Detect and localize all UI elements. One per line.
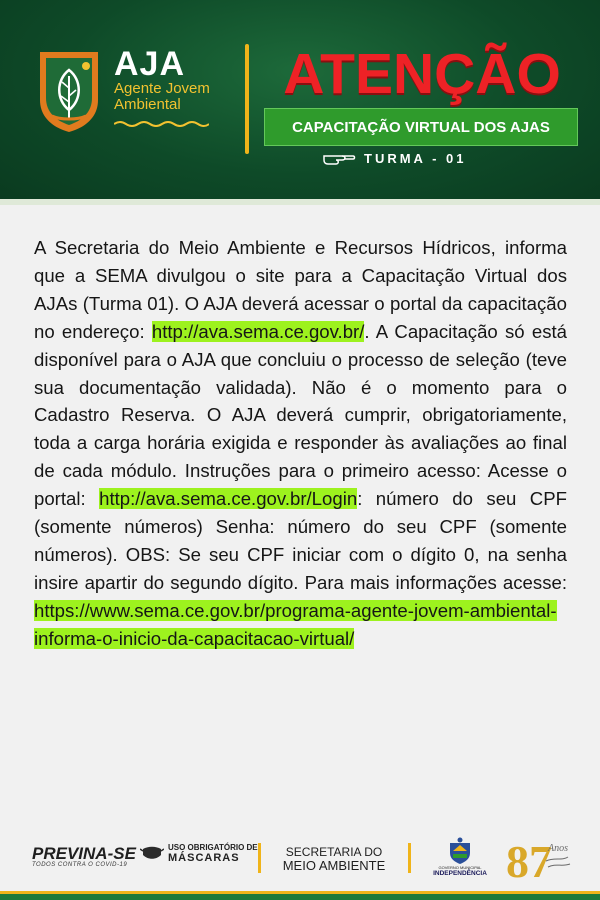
turma-row [322,150,466,166]
link-portal[interactable]: http://ava.sema.ce.gov.br/ [151,320,365,342]
header-divider [245,44,249,154]
paragraph-part-3: : número do seu CPF (somente números) Senha: número do seu CPF (somente números). OBS: Se seu CPF iniciar com o dígito 0, na senha insire apartir do segundo dígito. Para mais informações acesse: [34,488,567,593]
link-info[interactable]: https://www.sema.ce.gov.br/programa-agente-jovem-ambiental-informa-o-inicio-da-capacitacao-virtual/ [34,599,557,649]
title-atencao: ATENÇÃO [283,42,561,106]
secretaria-logo [264,845,404,873]
header [0,0,600,205]
anniversary-number: 87 [506,836,552,887]
anniversary-label: Anos [548,843,568,854]
link-login[interactable]: http://ava.sema.ce.gov.br/Login [99,488,358,510]
mask-line-2: MÁSCARAS [168,852,240,864]
banner-capacitacao [264,108,578,146]
anniversary-emblem-icon [504,827,574,887]
paragraph-part-2: . A Capacitação só está disponível para o AJA que concluiu o processo de seleção (teve sua documentação validada). Não é o momento para o Cadastro Reserva. O AJA deverá cumprir, obrigatoriamente, toda a carga horária exigida e responder às avaliações ao final de cada módulo. Instruções para o primeiro acesso: Acesse o portal: [34,320,568,510]
aja-logo [34,48,104,134]
independencia-small: GOVERNO MUNICIPAL [438,865,482,870]
paragraph-part-1: A Secretaria do Meio Ambiente e Recursos Hídricos, informa que a SEMA divulgou o site para a Capacitação Virtual dos AJAs (Turma 01). O AJA deverá acessar o portal da capacitação no endereço: [34,237,567,342]
mask-notice [140,843,258,863]
banner-text: CAPACITAÇÃO VIRTUAL DOS AJAS [292,118,550,136]
previna-se-logo [32,845,136,868]
aja-shield-icon [34,48,104,134]
footer [0,815,600,900]
mask-icon [140,843,164,863]
brand-subtitle-2: Ambiental [114,96,181,113]
brand-name: AJA [114,45,186,83]
secretaria-line-2: MEIO AMBIENTE [282,858,386,873]
footer-green-strip [0,894,600,900]
pointing-hand-icon [322,150,356,166]
brand-block [114,47,210,132]
wave-icon [114,120,209,128]
anniversary-logo [504,827,574,887]
mask-line-1: USO OBRIGATÓRIO DE [168,843,258,852]
previna-subtitle: TODOS CONTRA O COVID-19 [32,862,128,868]
footer-divider-right [408,843,411,873]
city-emblem-icon [447,837,473,865]
brand-subtitle-1: Agente Jovem [114,80,210,97]
footer-divider-left [258,843,261,873]
secretaria-line-1: SECRETARIA DO [285,845,383,859]
turma-label: TURMA - 01 [364,150,467,166]
independencia-logo [432,837,488,877]
announcement-text [34,234,567,653]
independencia-name: INDEPENDÊNCIA [433,870,487,877]
previna-title: PREVINA-SE [32,844,136,863]
